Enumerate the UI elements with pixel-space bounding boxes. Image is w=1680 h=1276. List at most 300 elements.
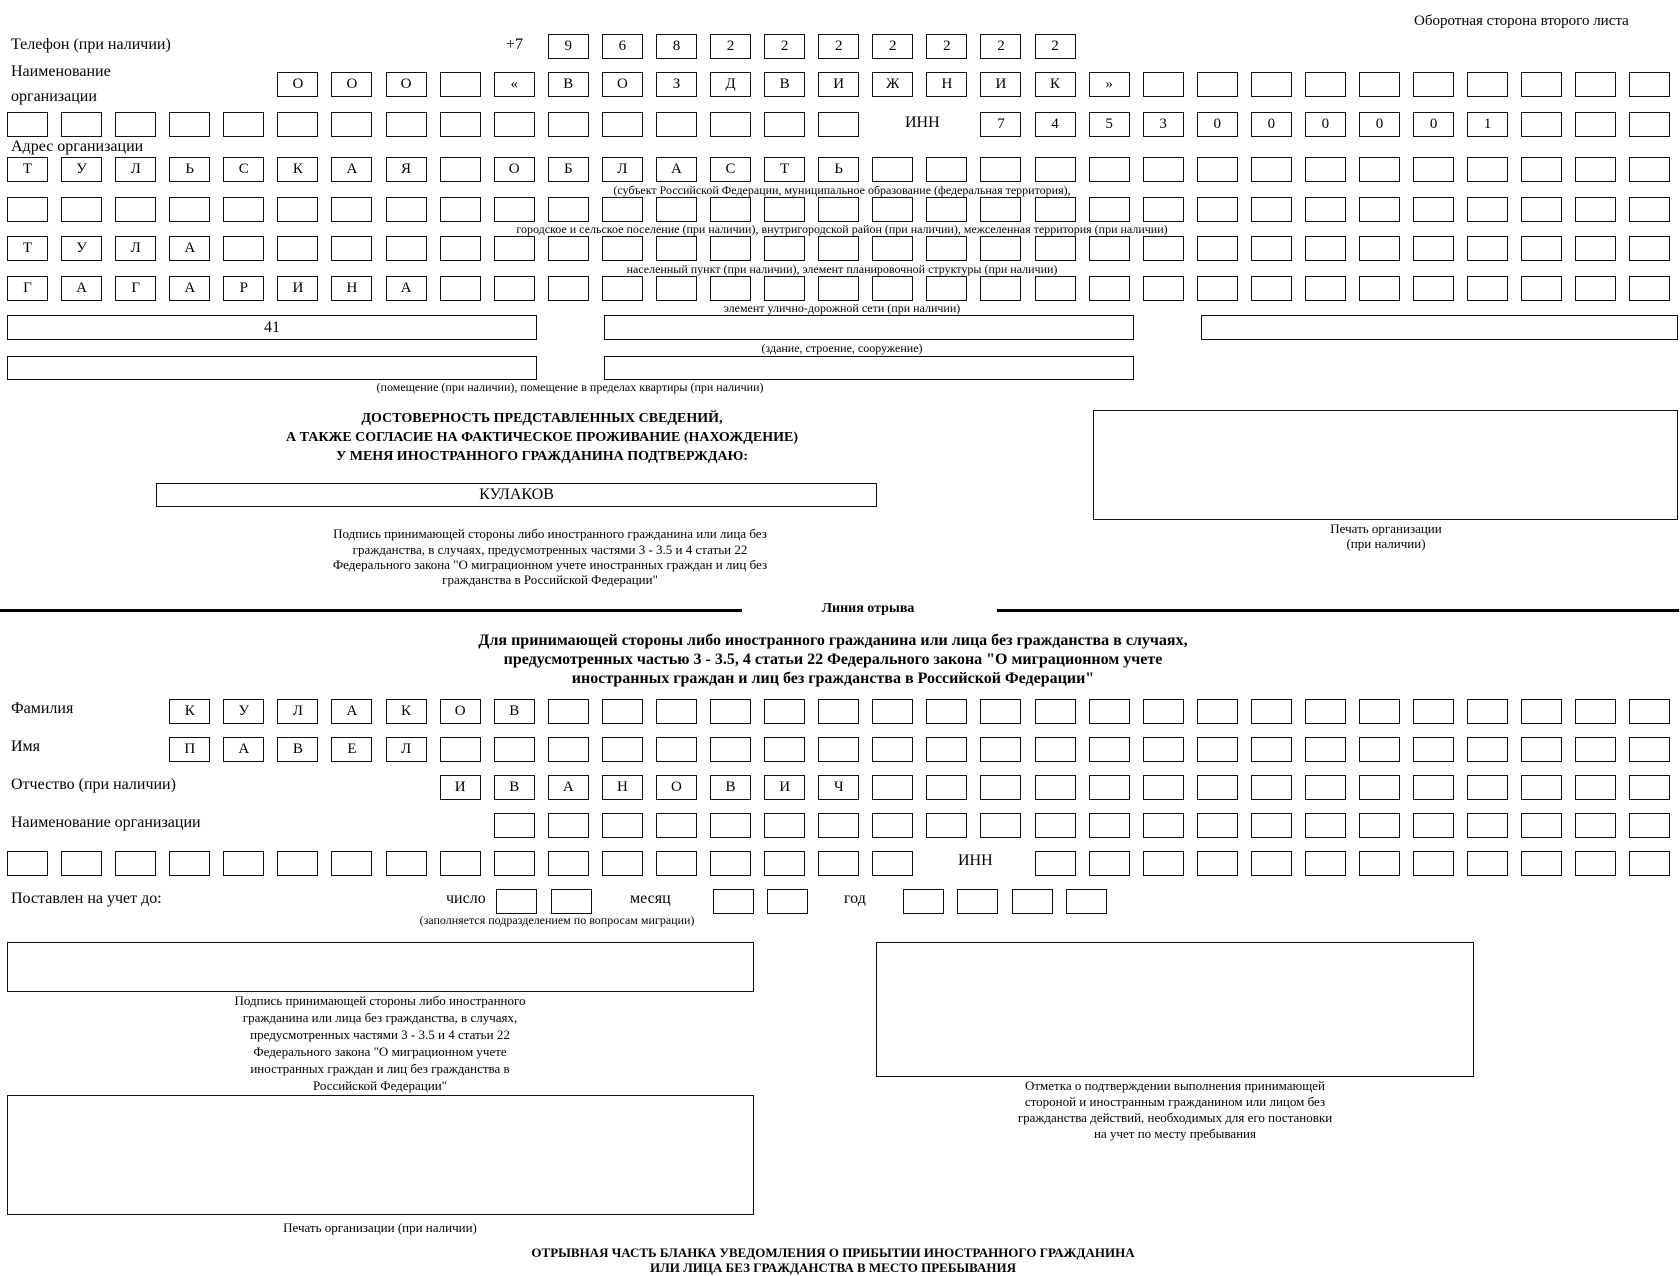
- address-street-cell[interactable]: [1305, 276, 1346, 301]
- address-locality-cell[interactable]: Л: [115, 236, 156, 261]
- address-locality-cell[interactable]: [1143, 236, 1184, 261]
- address-settlement-cell[interactable]: [1035, 197, 1076, 222]
- patronymic-cell[interactable]: [1197, 775, 1238, 800]
- address-settlement-cell[interactable]: [7, 197, 48, 222]
- detach-inn-cell[interactable]: [1629, 851, 1670, 876]
- org-name-cell[interactable]: Д: [710, 72, 751, 97]
- org-name-cell[interactable]: [710, 112, 751, 137]
- detach-signature-box[interactable]: [7, 942, 754, 992]
- address-street-cell[interactable]: И: [277, 276, 318, 301]
- first-name-cell[interactable]: [980, 737, 1021, 762]
- org-name-cell[interactable]: [61, 112, 102, 137]
- address-settlement-cell[interactable]: [1197, 197, 1238, 222]
- first-name-cell[interactable]: [1521, 737, 1562, 762]
- first-name-cell[interactable]: [1467, 737, 1508, 762]
- detach-org-cell[interactable]: [1413, 813, 1454, 838]
- address-subject-cell[interactable]: [440, 157, 481, 182]
- address-locality-cell[interactable]: У: [61, 236, 102, 261]
- address-locality-cell[interactable]: [1197, 236, 1238, 261]
- address-settlement-cell[interactable]: [331, 197, 372, 222]
- address-street-cell[interactable]: [1575, 276, 1616, 301]
- surname-cell[interactable]: [1035, 699, 1076, 724]
- registration-date-cell[interactable]: [957, 889, 998, 914]
- phone-digit-cell[interactable]: 8: [656, 34, 697, 59]
- first-name-cell[interactable]: [1359, 737, 1400, 762]
- registration-date-cell[interactable]: [903, 889, 944, 914]
- address-subject-cell[interactable]: Б: [548, 157, 589, 182]
- org-name-cell[interactable]: [1305, 72, 1346, 97]
- detach-inn-cell[interactable]: [1413, 851, 1454, 876]
- structure-field[interactable]: [1201, 315, 1678, 340]
- address-locality-cell[interactable]: [602, 236, 643, 261]
- patronymic-cell[interactable]: [1035, 775, 1076, 800]
- patronymic-cell[interactable]: И: [440, 775, 481, 800]
- first-name-cell[interactable]: А: [223, 737, 264, 762]
- first-name-cell[interactable]: [1197, 737, 1238, 762]
- address-locality-cell[interactable]: [1629, 236, 1670, 261]
- detach-org-cell[interactable]: [1197, 813, 1238, 838]
- address-locality-cell[interactable]: А: [169, 236, 210, 261]
- org-inn-cell[interactable]: 0: [1305, 112, 1346, 137]
- detach-org-cell[interactable]: [656, 851, 697, 876]
- address-subject-cell[interactable]: [1035, 157, 1076, 182]
- org-name-cell[interactable]: [1251, 72, 1292, 97]
- address-locality-cell[interactable]: [331, 236, 372, 261]
- detach-org-cell[interactable]: [980, 813, 1021, 838]
- surname-cell[interactable]: [764, 699, 805, 724]
- org-name-cell[interactable]: И: [980, 72, 1021, 97]
- address-subject-cell[interactable]: [1359, 157, 1400, 182]
- address-subject-cell[interactable]: [1251, 157, 1292, 182]
- address-street-cell[interactable]: [818, 276, 859, 301]
- address-street-cell[interactable]: Г: [115, 276, 156, 301]
- org-name-cell[interactable]: [331, 112, 372, 137]
- patronymic-cell[interactable]: [1629, 775, 1670, 800]
- address-subject-cell[interactable]: Л: [115, 157, 156, 182]
- org-name-cell[interactable]: З: [656, 72, 697, 97]
- address-subject-cell[interactable]: [1197, 157, 1238, 182]
- phone-digit-cell[interactable]: 2: [764, 34, 805, 59]
- address-locality-cell[interactable]: [548, 236, 589, 261]
- org-name-cell[interactable]: [656, 112, 697, 137]
- address-street-cell[interactable]: [1251, 276, 1292, 301]
- address-locality-cell[interactable]: [1035, 236, 1076, 261]
- org-name-cell[interactable]: О: [386, 72, 427, 97]
- org-name-cell[interactable]: Н: [926, 72, 967, 97]
- address-street-cell[interactable]: [1413, 276, 1454, 301]
- address-settlement-cell[interactable]: [1305, 197, 1346, 222]
- address-locality-cell[interactable]: [1575, 236, 1616, 261]
- address-locality-cell[interactable]: [1413, 236, 1454, 261]
- address-settlement-cell[interactable]: [980, 197, 1021, 222]
- address-locality-cell[interactable]: Т: [7, 236, 48, 261]
- address-subject-cell[interactable]: [1305, 157, 1346, 182]
- org-inn-cell[interactable]: [1575, 112, 1616, 137]
- patronymic-cell[interactable]: Н: [602, 775, 643, 800]
- address-locality-cell[interactable]: [764, 236, 805, 261]
- org-name-cell[interactable]: [602, 112, 643, 137]
- detach-inn-cell[interactable]: [1359, 851, 1400, 876]
- address-settlement-cell[interactable]: [494, 197, 535, 222]
- org-name-cell[interactable]: [1467, 72, 1508, 97]
- address-settlement-cell[interactable]: [1521, 197, 1562, 222]
- surname-cell[interactable]: Л: [277, 699, 318, 724]
- org-name-cell[interactable]: [223, 112, 264, 137]
- org-inn-cell[interactable]: [1521, 112, 1562, 137]
- detach-inn-cell[interactable]: [1089, 851, 1130, 876]
- surname-cell[interactable]: [1413, 699, 1454, 724]
- address-settlement-cell[interactable]: [1251, 197, 1292, 222]
- address-subject-cell[interactable]: [1575, 157, 1616, 182]
- first-name-cell[interactable]: [1305, 737, 1346, 762]
- detach-org-cell[interactable]: [61, 851, 102, 876]
- detach-org-cell[interactable]: [1251, 813, 1292, 838]
- detach-org-cell[interactable]: [7, 851, 48, 876]
- address-settlement-cell[interactable]: [1575, 197, 1616, 222]
- address-locality-cell[interactable]: [926, 236, 967, 261]
- org-name-cell[interactable]: [548, 112, 589, 137]
- address-settlement-cell[interactable]: [1467, 197, 1508, 222]
- org-name-cell[interactable]: В: [548, 72, 589, 97]
- first-name-cell[interactable]: [1035, 737, 1076, 762]
- patronymic-cell[interactable]: Ч: [818, 775, 859, 800]
- surname-cell[interactable]: [1629, 699, 1670, 724]
- detach-org-cell[interactable]: [872, 851, 913, 876]
- patronymic-cell[interactable]: [1089, 775, 1130, 800]
- address-settlement-cell[interactable]: [602, 197, 643, 222]
- org-name-cell[interactable]: «: [494, 72, 535, 97]
- registration-date-cell[interactable]: [1066, 889, 1107, 914]
- address-settlement-cell[interactable]: [926, 197, 967, 222]
- address-street-cell[interactable]: [926, 276, 967, 301]
- first-name-cell[interactable]: [1143, 737, 1184, 762]
- org-inn-cell[interactable]: 0: [1197, 112, 1238, 137]
- address-subject-cell[interactable]: Т: [764, 157, 805, 182]
- org-name-cell[interactable]: [440, 72, 481, 97]
- surname-cell[interactable]: К: [386, 699, 427, 724]
- registration-date-cell[interactable]: [1012, 889, 1053, 914]
- surname-cell[interactable]: [1251, 699, 1292, 724]
- first-name-cell[interactable]: [1575, 737, 1616, 762]
- detach-org-cell[interactable]: [1035, 813, 1076, 838]
- phone-digit-cell[interactable]: 9: [548, 34, 589, 59]
- org-inn-cell[interactable]: 0: [1413, 112, 1454, 137]
- org-inn-cell[interactable]: 0: [1359, 112, 1400, 137]
- address-locality-cell[interactable]: [494, 236, 535, 261]
- house-field[interactable]: 41: [7, 315, 537, 340]
- registration-date-cell[interactable]: [713, 889, 754, 914]
- first-name-cell[interactable]: Е: [331, 737, 372, 762]
- address-street-cell[interactable]: [1521, 276, 1562, 301]
- address-settlement-cell[interactable]: [440, 197, 481, 222]
- address-settlement-cell[interactable]: [1359, 197, 1400, 222]
- detach-org-cell[interactable]: [602, 813, 643, 838]
- address-locality-cell[interactable]: [1359, 236, 1400, 261]
- address-street-cell[interactable]: [1467, 276, 1508, 301]
- address-street-cell[interactable]: [1359, 276, 1400, 301]
- address-settlement-cell[interactable]: [169, 197, 210, 222]
- detach-org-cell[interactable]: [926, 813, 967, 838]
- surname-cell[interactable]: [1089, 699, 1130, 724]
- address-locality-cell[interactable]: [386, 236, 427, 261]
- address-street-cell[interactable]: Р: [223, 276, 264, 301]
- org-inn-cell[interactable]: 1: [1467, 112, 1508, 137]
- patronymic-cell[interactable]: [980, 775, 1021, 800]
- address-street-cell[interactable]: [710, 276, 751, 301]
- phone-digit-cell[interactable]: 2: [872, 34, 913, 59]
- address-street-cell[interactable]: [494, 276, 535, 301]
- detach-org-cell[interactable]: [1575, 813, 1616, 838]
- surname-cell[interactable]: [980, 699, 1021, 724]
- detach-org-cell[interactable]: [764, 851, 805, 876]
- address-street-cell[interactable]: [1197, 276, 1238, 301]
- org-name-cell[interactable]: [386, 112, 427, 137]
- address-locality-cell[interactable]: [277, 236, 318, 261]
- first-name-cell[interactable]: В: [277, 737, 318, 762]
- first-name-cell[interactable]: Л: [386, 737, 427, 762]
- detach-org-cell[interactable]: [548, 813, 589, 838]
- surname-cell[interactable]: [602, 699, 643, 724]
- org-name-cell[interactable]: [764, 112, 805, 137]
- patronymic-cell[interactable]: О: [656, 775, 697, 800]
- phone-digit-cell[interactable]: 2: [1035, 34, 1076, 59]
- address-subject-cell[interactable]: К: [277, 157, 318, 182]
- address-street-cell[interactable]: [1629, 276, 1670, 301]
- address-street-cell[interactable]: [1035, 276, 1076, 301]
- detach-inn-cell[interactable]: [1035, 851, 1076, 876]
- org-name-cell[interactable]: К: [1035, 72, 1076, 97]
- first-name-cell[interactable]: П: [169, 737, 210, 762]
- detach-org-cell[interactable]: [169, 851, 210, 876]
- address-subject-cell[interactable]: [1413, 157, 1454, 182]
- address-street-cell[interactable]: [980, 276, 1021, 301]
- address-settlement-cell[interactable]: [764, 197, 805, 222]
- detach-org-cell[interactable]: [656, 813, 697, 838]
- detach-org-cell[interactable]: [872, 813, 913, 838]
- detach-org-cell[interactable]: [710, 851, 751, 876]
- address-street-cell[interactable]: [440, 276, 481, 301]
- surname-cell[interactable]: [1305, 699, 1346, 724]
- phone-digit-cell[interactable]: 2: [818, 34, 859, 59]
- surname-cell[interactable]: [1197, 699, 1238, 724]
- org-name-cell[interactable]: [277, 112, 318, 137]
- first-name-cell[interactable]: [494, 737, 535, 762]
- first-name-cell[interactable]: [1629, 737, 1670, 762]
- detach-inn-cell[interactable]: [1575, 851, 1616, 876]
- detach-org-cell[interactable]: [818, 851, 859, 876]
- address-street-cell[interactable]: Н: [331, 276, 372, 301]
- address-locality-cell[interactable]: [818, 236, 859, 261]
- address-street-cell[interactable]: [872, 276, 913, 301]
- detach-inn-cell[interactable]: [1143, 851, 1184, 876]
- phone-digit-cell[interactable]: 2: [926, 34, 967, 59]
- detach-org-cell[interactable]: [494, 851, 535, 876]
- address-settlement-cell[interactable]: [1089, 197, 1130, 222]
- address-locality-cell[interactable]: [1305, 236, 1346, 261]
- detach-org-cell[interactable]: [386, 851, 427, 876]
- org-name-cell[interactable]: [494, 112, 535, 137]
- patronymic-cell[interactable]: [872, 775, 913, 800]
- detach-org-cell[interactable]: [494, 813, 535, 838]
- address-subject-cell[interactable]: А: [656, 157, 697, 182]
- surname-cell[interactable]: О: [440, 699, 481, 724]
- surname-cell[interactable]: А: [331, 699, 372, 724]
- org-name-cell[interactable]: О: [602, 72, 643, 97]
- patronymic-cell[interactable]: В: [710, 775, 751, 800]
- detach-org-cell[interactable]: [710, 813, 751, 838]
- patronymic-cell[interactable]: [1467, 775, 1508, 800]
- address-street-cell[interactable]: А: [169, 276, 210, 301]
- address-locality-cell[interactable]: [1521, 236, 1562, 261]
- address-subject-cell[interactable]: Т: [7, 157, 48, 182]
- phone-digit-cell[interactable]: 2: [710, 34, 751, 59]
- org-name-cell[interactable]: О: [331, 72, 372, 97]
- address-street-cell[interactable]: [1143, 276, 1184, 301]
- detach-org-cell[interactable]: [548, 851, 589, 876]
- address-subject-cell[interactable]: У: [61, 157, 102, 182]
- first-name-cell[interactable]: [1251, 737, 1292, 762]
- first-name-cell[interactable]: [440, 737, 481, 762]
- detach-org-cell[interactable]: [818, 813, 859, 838]
- address-subject-cell[interactable]: С: [223, 157, 264, 182]
- detach-org-cell[interactable]: [277, 851, 318, 876]
- address-subject-cell[interactable]: [872, 157, 913, 182]
- address-locality-cell[interactable]: [710, 236, 751, 261]
- address-settlement-cell[interactable]: [710, 197, 751, 222]
- registration-date-cell[interactable]: [496, 889, 537, 914]
- org-inn-cell[interactable]: 7: [980, 112, 1021, 137]
- address-subject-cell[interactable]: [1629, 157, 1670, 182]
- address-subject-cell[interactable]: С: [710, 157, 751, 182]
- surname-cell[interactable]: [1467, 699, 1508, 724]
- address-subject-cell[interactable]: Л: [602, 157, 643, 182]
- org-name-cell[interactable]: [169, 112, 210, 137]
- address-locality-cell[interactable]: [872, 236, 913, 261]
- address-settlement-cell[interactable]: [115, 197, 156, 222]
- detach-inn-cell[interactable]: [1467, 851, 1508, 876]
- detach-org-cell[interactable]: [1089, 813, 1130, 838]
- address-locality-cell[interactable]: [656, 236, 697, 261]
- org-name-cell[interactable]: [1143, 72, 1184, 97]
- org-name-cell[interactable]: [7, 112, 48, 137]
- address-street-cell[interactable]: [656, 276, 697, 301]
- org-inn-cell[interactable]: 0: [1251, 112, 1292, 137]
- detach-org-cell[interactable]: [602, 851, 643, 876]
- patronymic-cell[interactable]: А: [548, 775, 589, 800]
- patronymic-cell[interactable]: [1359, 775, 1400, 800]
- address-subject-cell[interactable]: А: [331, 157, 372, 182]
- first-name-cell[interactable]: [1089, 737, 1130, 762]
- detach-org-cell[interactable]: [1143, 813, 1184, 838]
- surname-cell[interactable]: [548, 699, 589, 724]
- org-inn-cell[interactable]: 3: [1143, 112, 1184, 137]
- org-name-cell[interactable]: [1521, 72, 1562, 97]
- address-street-cell[interactable]: А: [386, 276, 427, 301]
- org-name-cell[interactable]: И: [818, 72, 859, 97]
- detach-org-cell[interactable]: [764, 813, 805, 838]
- patronymic-cell[interactable]: [1143, 775, 1184, 800]
- phone-digit-cell[interactable]: 6: [602, 34, 643, 59]
- org-name-cell[interactable]: [115, 112, 156, 137]
- address-subject-cell[interactable]: [980, 157, 1021, 182]
- detach-inn-cell[interactable]: [1305, 851, 1346, 876]
- address-street-cell[interactable]: А: [61, 276, 102, 301]
- patronymic-cell[interactable]: [1305, 775, 1346, 800]
- address-street-cell[interactable]: [1089, 276, 1130, 301]
- org-name-cell[interactable]: [1575, 72, 1616, 97]
- detach-inn-cell[interactable]: [1521, 851, 1562, 876]
- address-subject-cell[interactable]: [1467, 157, 1508, 182]
- first-name-cell[interactable]: [926, 737, 967, 762]
- address-settlement-cell[interactable]: [1143, 197, 1184, 222]
- detach-org-cell[interactable]: [331, 851, 372, 876]
- address-settlement-cell[interactable]: [277, 197, 318, 222]
- address-locality-cell[interactable]: [1251, 236, 1292, 261]
- address-subject-cell[interactable]: [1089, 157, 1130, 182]
- address-subject-cell[interactable]: [926, 157, 967, 182]
- surname-cell[interactable]: [710, 699, 751, 724]
- org-inn-cell[interactable]: [1629, 112, 1670, 137]
- org-name-cell[interactable]: [1413, 72, 1454, 97]
- address-settlement-cell[interactable]: [548, 197, 589, 222]
- address-settlement-cell[interactable]: [1413, 197, 1454, 222]
- address-subject-cell[interactable]: О: [494, 157, 535, 182]
- first-name-cell[interactable]: [548, 737, 589, 762]
- registration-date-cell[interactable]: [551, 889, 592, 914]
- detach-org-cell[interactable]: [1467, 813, 1508, 838]
- surname-cell[interactable]: [926, 699, 967, 724]
- address-subject-cell[interactable]: Я: [386, 157, 427, 182]
- org-name-cell[interactable]: [1197, 72, 1238, 97]
- surname-cell[interactable]: У: [223, 699, 264, 724]
- first-name-cell[interactable]: [602, 737, 643, 762]
- address-locality-cell[interactable]: [223, 236, 264, 261]
- first-name-cell[interactable]: [872, 737, 913, 762]
- address-subject-cell[interactable]: Ь: [818, 157, 859, 182]
- surname-cell[interactable]: [1521, 699, 1562, 724]
- address-settlement-cell[interactable]: [61, 197, 102, 222]
- registration-date-cell[interactable]: [767, 889, 808, 914]
- address-locality-cell[interactable]: [1089, 236, 1130, 261]
- room-field[interactable]: [7, 356, 537, 380]
- address-locality-cell[interactable]: [440, 236, 481, 261]
- address-street-cell[interactable]: [602, 276, 643, 301]
- surname-cell[interactable]: К: [169, 699, 210, 724]
- address-subject-cell[interactable]: Ь: [169, 157, 210, 182]
- org-inn-cell[interactable]: 4: [1035, 112, 1076, 137]
- detach-org-cell[interactable]: [115, 851, 156, 876]
- patronymic-cell[interactable]: В: [494, 775, 535, 800]
- org-name-cell[interactable]: »: [1089, 72, 1130, 97]
- first-name-cell[interactable]: [1413, 737, 1454, 762]
- org-name-cell[interactable]: [1629, 72, 1670, 97]
- surname-cell[interactable]: [656, 699, 697, 724]
- org-name-cell[interactable]: [1359, 72, 1400, 97]
- address-subject-cell[interactable]: [1521, 157, 1562, 182]
- org-name-cell[interactable]: [818, 112, 859, 137]
- address-street-cell[interactable]: [764, 276, 805, 301]
- first-name-cell[interactable]: [764, 737, 805, 762]
- address-street-cell[interactable]: [548, 276, 589, 301]
- org-inn-cell[interactable]: 5: [1089, 112, 1130, 137]
- org-name-cell[interactable]: О: [277, 72, 318, 97]
- surname-cell[interactable]: [1359, 699, 1400, 724]
- phone-digit-cell[interactable]: 2: [980, 34, 1021, 59]
- address-settlement-cell[interactable]: [818, 197, 859, 222]
- building-field[interactable]: [604, 315, 1134, 340]
- surname-cell[interactable]: [872, 699, 913, 724]
- detach-org-cell[interactable]: [440, 851, 481, 876]
